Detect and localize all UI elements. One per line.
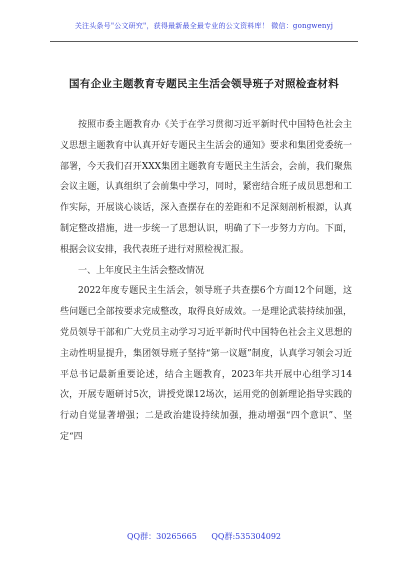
footer-contact bbox=[0, 531, 408, 542]
document-title: 国有企业主题教育专题民主生活会领导班子对照检查材料 bbox=[69, 78, 339, 90]
section-heading-1: 一、上年度民主生活会整改情况 bbox=[78, 265, 205, 276]
document-body bbox=[60, 115, 352, 448]
body-paragraph-rectification: 2022年度专题民主生活会，领导班子共查摆6个方面12个问题，这些问题已全部按要求完成整改，取得良好成效。一是理论武装持续加强，党员领导干部和广大党员主动学习习近平新时代中国特色社会主义思想的主动性明显提升，集团领导班子坚持“第一议题”制度，认真学习领会习近平总书记最新重要论述，结合主题教育，2023年共开展中心组学习14次，开展专题研讨5次，讲授党课12场次，运用党的创新理论指导实践的行动自觉显著增强；二是政治建设持续加强，推动增强“四个意识”、坚定“四 bbox=[60, 286, 352, 442]
header-banner[interactable]: 关注头条号"公文研究"，获得最新最全最专业的公文资料库！ 微信：gongwenyj bbox=[74, 22, 334, 30]
header-divider bbox=[50, 41, 358, 42]
body-paragraph-intro: 按照市委主题教育办《关于在学习贯彻习近平新时代中国特色社会主义思想主题教育中认真开好专题民主生活会的通知》要求和集团党委统一部署，今天我们召开XXX集团主题教育专题民主生活会，会前，我们聚焦会议主题，认真组织了会前集中学习，同时，紧密结合班子成员思想和工作实际，开展谈心谈话，深入查摆存在的差距和不足深刻剖析根源，认真制定整改措施，进一步统一了思想认识，明确了下一步努力方向。下面，根据会议安排，我代表班子进行对照检视汇报。 bbox=[60, 120, 352, 255]
footer-qq-group-2[interactable]: QQ群:535304092 bbox=[211, 532, 281, 541]
footer-qq-group-1[interactable]: QQ群：30265665 bbox=[126, 532, 197, 541]
